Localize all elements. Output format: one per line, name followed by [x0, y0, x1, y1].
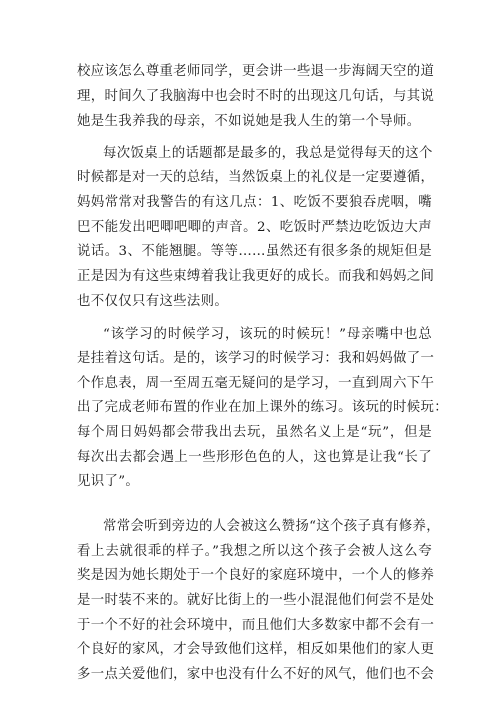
paragraph-3-line-5: 每个周日妈妈都会带我出去玩，虽然名义上是“玩”，但是	[77, 425, 432, 440]
paragraph-2-line-6: 正是因为有这些束缚着我让我更好的成长。而我和妈妈之间	[77, 269, 435, 284]
paragraph-2-line-3: 妈妈常常对我警告的有这几点：1、吃饭不要狼吞虎咽，嘴	[77, 195, 432, 210]
paragraph-4-line-7: 多一点关爱他们，家中也没有什么不好的风气，他们也不会	[77, 667, 435, 682]
paragraph-4-line-4: 是一时装不来的。就好比街上的一些小混混他们何尝不是处	[77, 593, 435, 608]
paragraph-4-line-1: 常常会听到旁边的人会被这么赞扬“这个孩子真有修养，	[103, 519, 440, 534]
paragraph-1-line-1: 校应该怎么尊重老师同学，更会讲一些退一步海阔天空的道	[77, 64, 435, 79]
paragraph-2-line-2: 时候都是对一天的总结，当然饭桌上的礼仪是一定要遵循，	[77, 170, 435, 185]
paragraph-4-line-2: 看上去就很乖的样子。”我想之所以这个孩子会被人这么夸	[77, 544, 432, 559]
paragraph-3-line-6: 每次出去都会遇上一些形形色色的人，这也算是让我“长了	[77, 450, 432, 465]
paragraph-4-line-5: 于一个不好的社会环境中，而且他们大多数家中都不会有一	[77, 618, 435, 633]
paragraph-3-line-4: 出了完成老师布置的作业在加上课外的练习。该玩的时候玩：	[77, 400, 448, 415]
paragraph-2-line-1: 每次饭桌上的话题都是最多的，我总是觉得每天的这个	[103, 146, 433, 161]
paragraph-2-line-7: 也不仅仅只有这些法则。	[77, 294, 229, 309]
paragraph-4-line-6: 个良好的家风，才会导致他们这样，相反如果他们的家人更	[77, 642, 435, 657]
paragraph-1-line-2: 理，时间久了我脑海中也会时不时的出现这几句话，与其说	[77, 89, 435, 104]
paragraph-3-line-7: 见识了”。	[77, 474, 140, 489]
paragraph-4-line-3: 奖是因为她长期处于一个良好的家庭环境中，一个人的修养	[77, 568, 435, 583]
paragraph-3-line-3: 个作息表，周一至周五毫无疑问的是学习，一直到周六下午	[77, 376, 435, 391]
paragraph-2-line-4: 巴不能发出吧唧吧唧的声音。2、吃饭时严禁边吃饭边大声	[77, 220, 432, 235]
paragraph-2-line-5: 说话。3、不能翘腿。等等……虽然还有很多条的规矩但是	[77, 244, 432, 259]
paragraph-3-line-1: “该学习的时候学习，该玩的时候玩！”母亲嘴中也总	[103, 327, 432, 342]
paragraph-1-line-3: 她是生我养我的母亲，不如说她是我人生的第一个导师。	[77, 114, 421, 129]
paragraph-3-line-2: 是挂着这句话。是的，该学习的时候学习：我和妈妈做了一	[77, 351, 435, 366]
